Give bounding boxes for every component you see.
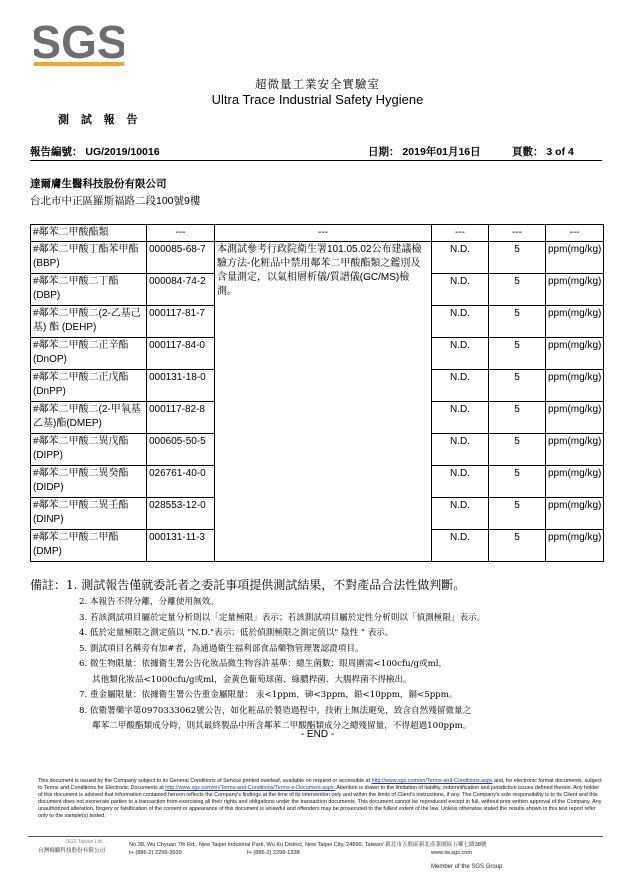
report-number bbox=[30, 144, 160, 159]
mdl-value: 5 bbox=[489, 274, 546, 306]
page-count-value: 3 of 4 bbox=[546, 146, 574, 158]
note-6: 6. 微生物限量：依據衛生署公告化妝品微生物容許基準：總生菌數：眼周圍需<100cfu/g或ml， bbox=[79, 659, 448, 669]
report-number-value: UG/2019/10016 bbox=[85, 146, 160, 158]
dash-cell: --- bbox=[147, 225, 215, 242]
result-value: N.D. bbox=[432, 370, 489, 402]
test-item: #鄰苯二甲酸二異戊酯(DIPP) bbox=[31, 434, 147, 466]
group-label: #鄰苯二甲酸酯類 bbox=[31, 225, 147, 242]
note-4: 4. 低於定量極限之測定值以 "N.D."表示；低於偵測極限之測定值以" 陰性 " 表示。 bbox=[79, 628, 394, 638]
result-value: N.D. bbox=[432, 402, 489, 434]
unit-value: ppm(mg/kg) bbox=[546, 274, 604, 306]
test-item: #鄰苯二甲酸二正辛酯(DnOP) bbox=[31, 338, 147, 370]
test-item: #鄰苯二甲酸二異壬酯(DINP) bbox=[31, 498, 147, 530]
logo-text: SGS bbox=[34, 18, 124, 66]
result-value: N.D. bbox=[432, 242, 489, 274]
unit-value: ppm(mg/kg) bbox=[546, 498, 604, 530]
footer-web: www.tw.sgs.com bbox=[431, 850, 473, 856]
test-item: #鄰苯二甲酸丁酯苯甲酯(BBP) bbox=[31, 242, 147, 274]
result-value: N.D. bbox=[432, 498, 489, 530]
mdl-value: 5 bbox=[489, 338, 546, 370]
disclaimer bbox=[38, 778, 604, 819]
disclaimer-text-1: This document is issued by the Company subject to its General Conditions of Service printed overleaf, available on request or accessible at bbox=[38, 778, 370, 784]
terms-link[interactable]: http://www.sgs.com/en/Terms-and-Conditions.aspx bbox=[371, 778, 493, 784]
results-table-body bbox=[31, 225, 604, 562]
unit-value: ppm(mg/kg) bbox=[546, 434, 604, 466]
client-name: 達爾膚生醫科技股份有限公司 bbox=[30, 178, 167, 190]
cas-number: 000131-11-3 bbox=[147, 530, 215, 562]
mdl-value: 5 bbox=[489, 530, 546, 562]
cas-number: 026761-40-0 bbox=[147, 466, 215, 498]
footer-address-cn: 新北市五股區新北產業園區五權七路38號 bbox=[385, 842, 487, 848]
unit-value: ppm(mg/kg) bbox=[546, 402, 604, 434]
client-address: 台北市中正區羅斯福路二段100號9樓 bbox=[30, 195, 201, 207]
unit-value: ppm(mg/kg) bbox=[546, 242, 604, 274]
header-rule bbox=[30, 160, 602, 161]
report-number-label: 報告編號： bbox=[30, 146, 83, 158]
results-table bbox=[30, 224, 604, 562]
note-3: 3. 若該測試項目屬於定量分析則以「定量極限」表示；若該測試項目屬於定性分析則以「偵測極限」表示。 bbox=[79, 612, 486, 623]
footer-rule bbox=[28, 836, 603, 837]
page-count bbox=[512, 144, 574, 159]
cas-number: 000605-50-5 bbox=[147, 434, 215, 466]
footer-tel: t+ (886-2) 2299-3939 bbox=[129, 850, 182, 856]
test-item: #鄰苯二甲酸二甲酯(DMP) bbox=[31, 530, 147, 562]
disclaimer-text-3: Attention is drawn to the limitation of liability, indemnification and jurisdiction issues defined therein. Any holder of this document is advised that information contained hereon reflects the Company's findings at the time of its intervention only and within the limits of Client's instructions, if any. The Company's sole responsibility is to its Client and this document does not exonerate parties to a transaction from exercising all their rights and obligations under the transaction documents. This document cannot be reproduced except in full, without prior written approval of the Company. Any unauthorized alteration, forgery or falsification of the content or appearance of this document is unlawful and offenders may be prosecuted to the fullest extent of the law. Unless otherwise stated the results shown in this test report refer only to the sample(s) tested. bbox=[38, 784, 602, 819]
dash-cell: --- bbox=[432, 225, 489, 242]
result-value: N.D. bbox=[432, 306, 489, 338]
note-7: 7. 重金屬限量：依據衛生署公告重金屬限量： 汞<1ppm，砷<3ppm，鉛<10ppm，鎘<5ppm。 bbox=[79, 690, 458, 700]
result-value: N.D. bbox=[432, 274, 489, 306]
dash-cell: --- bbox=[215, 225, 432, 242]
mdl-value: 5 bbox=[489, 434, 546, 466]
footer-member: Member of the SGS Group bbox=[431, 864, 503, 870]
result-value: N.D. bbox=[432, 466, 489, 498]
test-item: #鄰苯二甲酸二丁酯(DBP) bbox=[31, 274, 147, 306]
footer-company-en: SGS Taiwan Ltd. bbox=[66, 839, 104, 845]
page-count-label: 頁數： bbox=[512, 146, 544, 158]
note-1: 備註：1. 測試報告僅就委託者之委託事項提供測試結果，不對產品合法性做判斷。 bbox=[30, 578, 466, 592]
unit-value: ppm(mg/kg) bbox=[546, 306, 604, 338]
mdl-value: 5 bbox=[489, 306, 546, 338]
cas-number: 000131-18-0 bbox=[147, 370, 215, 402]
result-value: N.D. bbox=[432, 530, 489, 562]
lab-name-en: Ultra Trace Industrial Safety Hygiene bbox=[211, 92, 424, 107]
footer-company-cn: 台灣檢驗科技股份有限公司 bbox=[38, 848, 106, 854]
table-row bbox=[31, 242, 604, 274]
note-5: 5. 測試項目名稱旁有加#者，為通過衛生福利部食品藥物管理署認證項目。 bbox=[79, 643, 364, 654]
test-item: #鄰苯二甲酸二異癸酯(DIDP) bbox=[31, 466, 147, 498]
end-marker: - END - bbox=[300, 729, 335, 740]
notes-lead: 備註： bbox=[30, 578, 67, 592]
table-row-group bbox=[31, 225, 604, 242]
test-item: #鄰苯二甲酸二正戊酯(DnPP) bbox=[31, 370, 147, 402]
result-value: N.D. bbox=[432, 338, 489, 370]
note-6-cont: 其他類化妝品<1000cfu/g或ml，金黃色葡萄球菌、綠膿桿菌、大腸桿菌不得檢出。 bbox=[92, 674, 412, 685]
cas-number: 000084-74-2 bbox=[147, 274, 215, 306]
cas-number: 000117-82-8 bbox=[147, 402, 215, 434]
footer-fax: f+ (886-2) 2298-1338 bbox=[247, 850, 300, 856]
footer-address bbox=[129, 840, 604, 848]
unit-value: ppm(mg/kg) bbox=[546, 370, 604, 402]
dash-cell: --- bbox=[546, 225, 604, 242]
sgs-logo bbox=[34, 18, 124, 66]
note-8-cont: 鄰苯二甲酸酯類成分時，則其最終製品中所含鄰苯二甲酸酯類成分之總殘留量，不得超過100ppm。 bbox=[92, 721, 472, 731]
unit-value: ppm(mg/kg) bbox=[546, 338, 604, 370]
dash-cell: --- bbox=[489, 225, 546, 242]
note-8: 8. 依衛署藥字第0970333062號公告，如化粧品於製造過程中，技術上無法避免，致含自然殘留微量之 bbox=[79, 705, 472, 716]
mdl-value: 5 bbox=[489, 242, 546, 274]
notes bbox=[30, 576, 485, 735]
report-date-value: 2019年01月16日 bbox=[402, 146, 481, 158]
unit-value: ppm(mg/kg) bbox=[546, 530, 604, 562]
test-item: #鄰苯二甲酸二(2-甲氧基乙基)酯(DMEP) bbox=[31, 402, 147, 434]
footer-address-en: No.38, Wu Chyuan 7th Rd., New Taipei Industrial Park, Wu Ku District, New Taipei City, 24890, Taiwan/ bbox=[129, 842, 384, 848]
mdl-value: 5 bbox=[489, 498, 546, 530]
mdl-value: 5 bbox=[489, 402, 546, 434]
mdl-value: 5 bbox=[489, 370, 546, 402]
report-date bbox=[368, 144, 481, 159]
report-title: 測 試 報 告 bbox=[58, 113, 142, 126]
report-date-label: 日期： bbox=[368, 146, 400, 158]
disclaimer-text-2: and, for electronic format documents, subject to Terms and Conditions for Electronic Documents at bbox=[38, 778, 602, 791]
cas-number: 000117-81-7 bbox=[147, 306, 215, 338]
note-2: 2. 本報告不得分離，分離使用無效。 bbox=[79, 597, 219, 607]
result-value: N.D. bbox=[432, 434, 489, 466]
e-document-terms-link[interactable]: http://www.sgs.com/en/Terms-and-Conditions/Terms-e-Document.aspx. bbox=[165, 784, 336, 791]
lab-name-cn: 超微量工業安全實驗室 bbox=[255, 77, 380, 91]
cas-number: 000117-84-0 bbox=[147, 338, 215, 370]
test-item: #鄰苯二甲酸二(2-乙基己基) 酯 (DEHP) bbox=[31, 306, 147, 338]
test-method: 本測試參考行政院衛生署101.05.02公布建議檢驗方法-化粧品中禁用鄰苯二甲酸酯類之鑑別及含量測定，以氣相層析儀/質譜儀(GC/MS)檢測。 bbox=[215, 242, 432, 562]
cas-number: 028553-12-0 bbox=[147, 498, 215, 530]
unit-value: ppm(mg/kg) bbox=[546, 466, 604, 498]
cas-number: 000085-68-7 bbox=[147, 242, 215, 274]
mdl-value: 5 bbox=[489, 466, 546, 498]
